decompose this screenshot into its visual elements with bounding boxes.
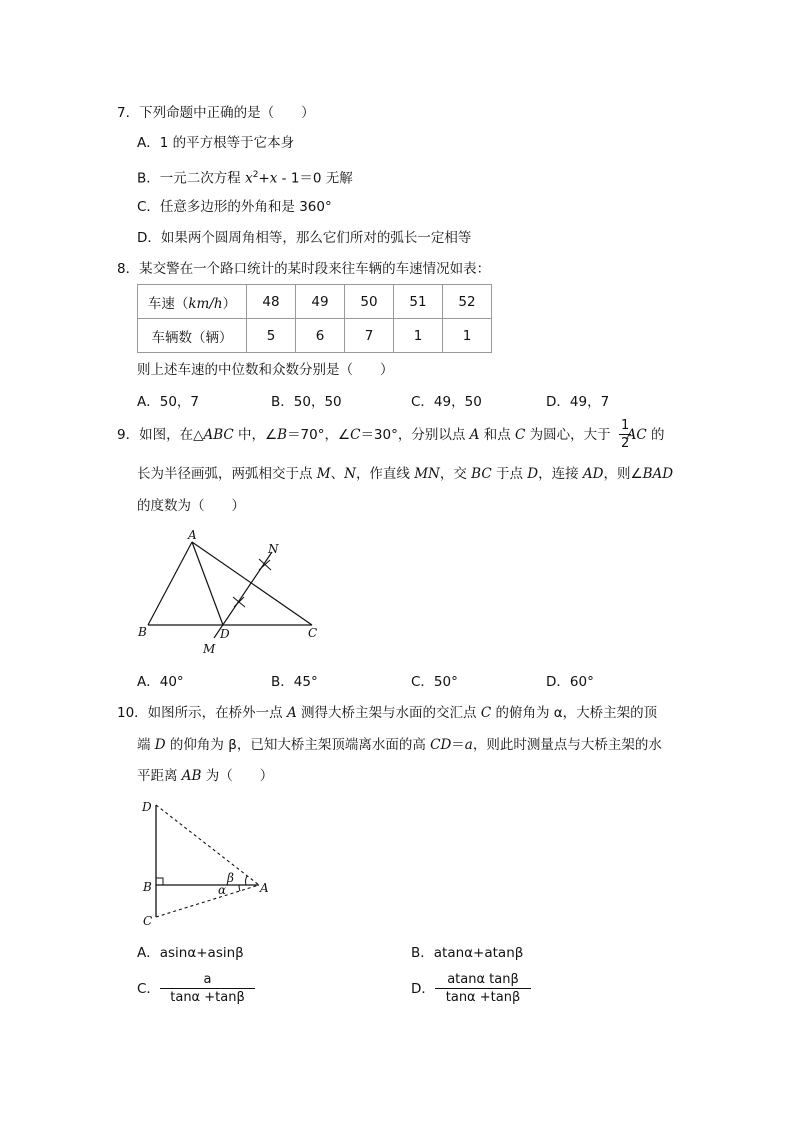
q10-var: AB [181,768,202,784]
q9-var: A [469,427,480,443]
q10-option-a: A．asinα+asinβ [137,945,244,961]
q9-text: 于点 [491,466,528,482]
speed-row-label [138,285,247,319]
q9-var: N [344,466,356,482]
segment-ad [192,542,223,625]
label-b: B [143,880,152,894]
q9-text: ，作直线 [355,466,415,482]
q10-option-c-prefix: C． [137,981,160,997]
q7-option-c: C．任意多边形的外角和是 360° [137,199,332,215]
q10-text: 为（ ） [201,768,274,784]
q9-text: 和点 [479,427,516,443]
q10-line-3 [137,767,273,785]
count-cell: 7 [345,319,394,353]
q9-text: ，则∠ [603,466,643,482]
q9-var: BAD [642,466,674,482]
angle-alpha-arc [239,885,240,891]
speed-table [137,284,492,353]
label-c: C [308,626,318,640]
q7-stem: 7．下列命题中正确的是（ ） [117,105,315,121]
q9-var: D [527,466,539,482]
q9-text: 长为半径画弧，两弧相交于点 [137,466,317,482]
label-c: C [143,914,153,928]
label-d: D [220,627,230,641]
q9-line-1 [117,426,665,444]
q8-question: 则上述车速的中位数和众数分别是（ ） [137,362,394,378]
q7-b-plus: + [258,170,270,187]
label-a: A [260,881,269,895]
right-angle-mark [156,878,163,885]
q10-option-c-fraction [160,971,255,1006]
label-beta: β [227,871,234,885]
label-d: D [142,800,152,814]
q7-b-exponent: 2 [252,170,259,180]
q7-b-prefix: B．一元二次方程 [137,170,246,187]
speed-cell: 48 [247,285,296,319]
q10-var: CD [430,737,452,753]
count-cell: 1 [443,319,492,353]
q8-option-d: D．49，7 [546,394,610,410]
q10-text: 的仰角为 β，已知大桥主架顶端离水面的高 [165,737,431,753]
q9-text: 、 [330,466,345,482]
q9-triangle-figure [130,528,360,663]
q9-frac-num: 1 [621,418,630,433]
q10-bridge-figure [135,795,280,930]
q9-text: ，连接 [538,466,583,482]
segment-ac [192,542,312,625]
q9-text: 中，∠ [233,427,278,443]
q9-var: ABC [203,427,234,443]
q7-option-a: A．1 的平方根等于它本身 [137,135,295,151]
q9-var: BC [471,466,492,482]
q10-text: 端 [137,737,155,753]
label-b: B [138,625,147,639]
q8-option-b: B．50，50 [271,394,342,410]
speed-label-unit: km/h [188,295,223,312]
sightline-ac [156,885,259,917]
q9-var: MN [414,466,440,482]
count-cell: 6 [296,319,345,353]
speed-cell: 50 [345,285,394,319]
q8-option-a: A．50，7 [137,394,200,410]
count-cell: 5 [247,319,296,353]
option-c-numerator: a [160,971,255,989]
q7-b-var-x: x [245,170,253,187]
q9-option-c: C．50° [411,674,458,690]
q9-line-3: 的度数为（ ） [137,498,245,514]
label-a: A [188,528,197,542]
q10-var: a [464,737,473,753]
q9-var: C [515,427,526,443]
q10-var: D [154,737,166,753]
option-c-denominator: tanα +tanβ [170,990,245,1005]
speed-label-pre: 车速（ [147,295,189,312]
q10-option-b: B．atanα+atanβ [411,945,524,961]
label-n: N [268,542,279,556]
q9-text: 的 [646,427,665,443]
q9-text: ＝30°，分别以点 [360,427,470,443]
speed-cell: 51 [394,285,443,319]
q10-text: 测得大桥主架与水面的交汇点 [296,705,481,721]
q9-var: C [350,427,361,443]
label-m: M [203,642,216,656]
option-d-numerator: atanα tanβ [435,971,531,989]
label-alpha: α [218,883,227,897]
q9-option-b: B．45° [271,674,318,690]
q9-text: ，交 [439,466,472,482]
q9-var: M [316,466,331,482]
q10-var: C [480,705,492,721]
q9-frac-den: 2 [621,436,630,451]
q9-var: AC [626,427,647,443]
segment-ab [148,542,192,625]
q9-text: ＝70°，∠ [287,427,351,443]
q10-text: 10．如图所示，在桥外一点 [117,705,287,721]
q10-text: 平距离 [137,768,182,784]
q10-option-d-prefix: D． [411,981,435,997]
count-row-label: 车辆数（辆） [138,319,247,353]
speed-cell: 52 [443,285,492,319]
q9-text: 9．如图，在△ [117,427,204,443]
q9-text: 为圆心，大于 [525,427,611,443]
q10-line-1 [117,704,657,722]
q9-option-d: D．60° [546,674,594,690]
sightline-ad [156,805,259,885]
q9-line-2 [137,465,673,483]
q8-stem: 8．某交警在一个路口统计的某时段来往车辆的车速情况如表： [117,261,491,277]
q9-option-a: A．40° [137,674,184,690]
count-cell: 1 [394,319,443,353]
q10-text: 的俯角为 α，大桥主架的顶 [491,705,658,721]
q7-option-d: D．如果两个圆周角相等，那么它们所对的弧长一定相等 [137,230,472,246]
q10-text: ，则此时测量点与大桥主架的水 [472,737,662,753]
option-d-denominator: tanα +tanβ [445,990,521,1005]
q7-b-var-x2: x [269,170,278,187]
speed-label-post: ） [222,295,237,312]
q10-text: ＝ [451,737,465,753]
speed-cell: 49 [296,285,345,319]
q10-var: A [286,705,297,721]
q8-option-c: C．49，50 [411,394,482,410]
count-row [138,319,492,353]
arc-mark-upper [259,560,270,570]
q9-var: AD [582,466,604,482]
q10-option-d-fraction [435,971,531,1006]
q7-option-b [137,166,353,188]
speed-row [138,285,492,319]
q7-b-suffix: - 1＝0 无解 [277,170,353,187]
q10-line-2 [137,736,662,754]
angle-beta-arc [246,876,247,885]
q9-var: B [277,427,288,443]
q9-fraction-half [619,417,631,452]
